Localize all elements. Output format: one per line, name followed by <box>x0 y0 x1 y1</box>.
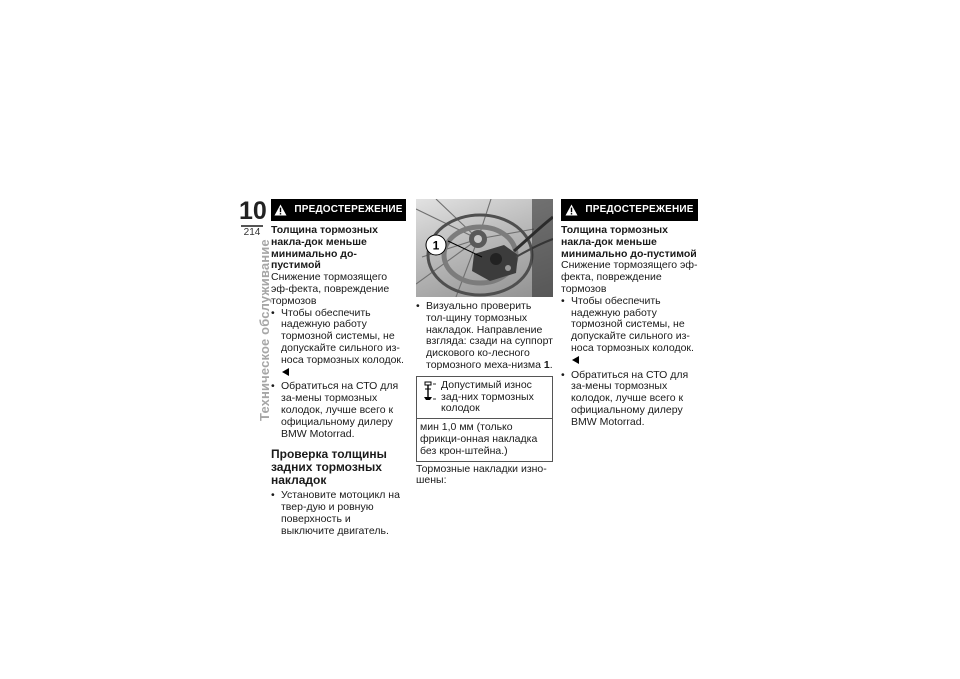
spec-box <box>416 376 553 462</box>
chapter-number: 10 <box>239 197 267 225</box>
list-item <box>271 490 406 537</box>
warning-triangle-icon <box>274 204 287 216</box>
bullet-text: Обратиться на СТО для за-мены тормозных колодок, лучше всего к официальному дилеру BMW Motorrad. <box>281 380 399 440</box>
column-1 <box>271 199 406 541</box>
warning-heading: Толщина тормозных накла-док меньше минимально до-пустимой <box>561 224 697 260</box>
end-marker-icon <box>572 356 579 364</box>
column-3 <box>561 199 698 432</box>
warning-label: ПРЕДОСТЕРЕЖЕНИЕ <box>294 204 403 216</box>
bullet-text: Чтобы обеспечить надежную работу тормозной системы, не допускайте сильного из-носа тормозных колодок. <box>281 306 404 366</box>
warning-label: ПРЕДОСТЕРЕЖЕНИЕ <box>585 204 694 216</box>
spec-header <box>417 377 552 419</box>
step-text: Установите мотоцикл на твер-дую и ровную поверхность и выключите двигатель. <box>281 489 400 537</box>
list-item: • Визуально проверить тол-щину тормозных накладок. Направление взгляда: сзади на суппорт дискового ко-лесного тормозного меха-низма 1. <box>416 301 553 372</box>
warning-text: Снижение тормозящего эф-фекта, повреждение тормозов <box>561 259 698 295</box>
procedure-steps <box>271 490 406 537</box>
section-heading: Проверка толщины задних тормозных накладок <box>271 447 387 488</box>
column-2 <box>416 199 553 487</box>
warning-bullets <box>271 308 406 441</box>
warning-triangle-icon <box>565 204 578 216</box>
trailing-text: Тормозные накладки изно-шены: <box>416 462 547 487</box>
list-item <box>271 308 406 379</box>
list-item <box>271 381 406 440</box>
spec-title: Допустимый износ зад-них тормозных колодок <box>441 378 534 415</box>
warning-text: Снижение тормозящего эф-фекта, повреждение тормозов <box>271 271 390 307</box>
spec-value: мин 1,0 мм (только фрикци-онная накладка без крон-штейна.) <box>420 421 538 457</box>
list-item <box>561 370 698 429</box>
photo-callout-label: 1 <box>432 238 440 253</box>
brake-caliper-photo <box>416 199 553 297</box>
step-text: Визуально проверить тол-щину тормозных накладок. Направление взгляда: сзади на суппорт дискового ко-лесного тормозного меха-низма <box>426 300 553 371</box>
bullet-text: Обратиться на СТО для за-мены тормозных колодок, лучше всего к официальному дилеру BMW Motorrad. <box>571 368 689 428</box>
wrench-spec-icon <box>421 380 437 402</box>
page-number: 214 <box>243 227 261 238</box>
list-item <box>561 296 698 367</box>
end-marker-icon <box>282 368 289 376</box>
procedure-steps <box>416 301 553 372</box>
bullet-text: Чтобы обеспечить надежную работу тормозной системы, не допускайте сильного из-носа тормозных колодок. <box>571 294 694 354</box>
warning-heading: Толщина тормозных накла-док меньше минимально до-пустимой <box>271 224 378 272</box>
chapter-title-vertical: Техническое обслуживание <box>257 239 272 421</box>
warning-banner <box>561 199 698 221</box>
warning-bullets <box>561 296 698 429</box>
warning-banner <box>271 199 406 221</box>
step-reference: 1 <box>543 358 550 371</box>
